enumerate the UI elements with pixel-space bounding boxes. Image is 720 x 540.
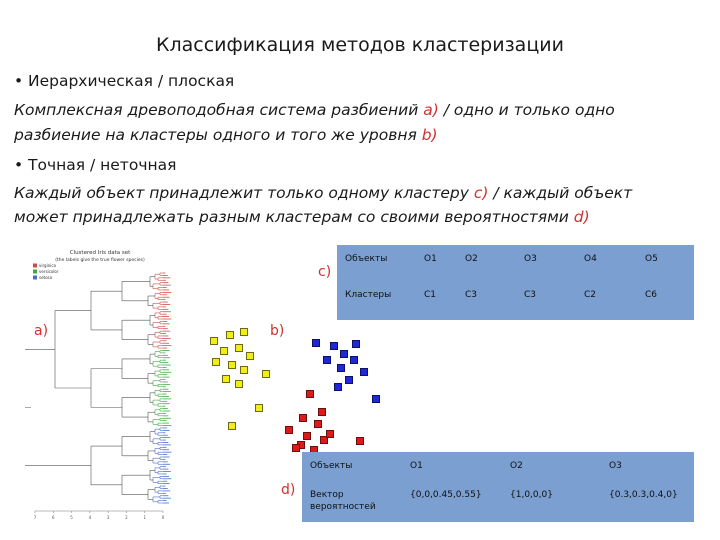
- yellow-point: [262, 370, 270, 378]
- axis-tick-label: 4: [88, 515, 92, 520]
- table-d-header-o3: O3: [609, 461, 622, 471]
- yellow-point: [228, 361, 236, 369]
- table-c-cell: C6: [645, 290, 658, 300]
- yellow-point: [235, 380, 243, 388]
- desc1-line2: разбиение на кластеры одного и того же уровня b): [14, 126, 438, 144]
- label-d: d): [281, 482, 296, 498]
- table-c-header-o4: O4: [584, 254, 597, 264]
- table-c-cell: C1: [424, 290, 437, 300]
- page-title: Классификация методов кластеризации: [156, 34, 564, 56]
- blue-point: [350, 356, 358, 364]
- axis-tick-label: 5: [70, 515, 73, 520]
- axis-tick-label: 1: [143, 515, 146, 520]
- blue-point: [345, 376, 353, 384]
- axis-tick-label: 6: [52, 515, 55, 520]
- axis-tick-label: 3: [106, 515, 110, 520]
- dendrogram-legend: [33, 263, 59, 280]
- dendrogram-figure: [25, 245, 175, 525]
- desc1-line1: Комплексная древоподобная система разбиений a) / одно и только одно: [14, 101, 615, 119]
- legend-label: versicolor: [39, 269, 59, 274]
- table-d-header-objects: Объекты: [310, 461, 353, 471]
- axis-tick-label: 0: [161, 515, 165, 520]
- yellow-point: [212, 358, 220, 366]
- dendrogram-axis: [34, 511, 165, 520]
- label-c: c): [318, 264, 332, 280]
- mark-b: b): [421, 126, 438, 144]
- blue-point: [337, 364, 345, 372]
- mark-c: c): [473, 184, 489, 202]
- table-clusters: [337, 245, 694, 320]
- red-point: [299, 414, 307, 422]
- yellow-point: [240, 366, 248, 374]
- table-c-header-o5: O5: [645, 254, 658, 264]
- red-point: [318, 408, 326, 416]
- blue-point: [352, 340, 360, 348]
- yellow-point: [228, 422, 236, 430]
- table-c-cell: C3: [465, 290, 478, 300]
- legend-label: virginica: [39, 263, 56, 268]
- red-point: [326, 430, 334, 438]
- desc2-line1: Каждый объект принадлежит только одному кластеру c) / каждый объект: [14, 184, 633, 202]
- table-d-cell: {0,0,0.45,0.55}: [410, 490, 482, 500]
- table-c-label-clusters: Кластеры: [345, 290, 392, 300]
- table-c-header-o2: O2: [465, 254, 478, 264]
- table-d-cell: {0.3,0.3,0.4,0}: [609, 490, 678, 500]
- axis-tick-label: 7: [33, 515, 37, 520]
- blue-point: [330, 342, 338, 350]
- table-d-label-vector: Вектор: [310, 490, 344, 500]
- red-point: [292, 444, 300, 452]
- red-point: [356, 437, 364, 445]
- table-c-header-objects: Объекты: [345, 254, 388, 264]
- red-point: [306, 390, 314, 398]
- table-c-cell: C3: [524, 290, 537, 300]
- table-d-header-o2: O2: [510, 461, 523, 471]
- yellow-point: [226, 331, 234, 339]
- axis-tick-label: 2: [125, 515, 128, 520]
- desc2-line2: может принадлежать разным кластерам со своими вероятностями d): [14, 208, 590, 226]
- red-point: [285, 426, 293, 434]
- table-probabilities: [302, 452, 694, 522]
- table-c-header-o3: O3: [524, 254, 537, 264]
- blue-point: [360, 368, 368, 376]
- bullet-icon: •: [14, 72, 24, 90]
- yellow-point: [220, 347, 228, 355]
- legend-swatch: [33, 270, 37, 274]
- table-c-cell: C2: [584, 290, 597, 300]
- red-point: [303, 432, 311, 440]
- yellow-point: [246, 352, 254, 360]
- blue-point: [323, 356, 331, 364]
- dendrogram-tree: [25, 273, 171, 503]
- label-a: a): [34, 323, 49, 339]
- table-d-header-o1: O1: [410, 461, 423, 471]
- dendrogram-title: Clustered Iris data set: [69, 250, 131, 256]
- blue-point: [372, 395, 380, 403]
- bullet-hierarchical: Иерархическая / плоская: [28, 72, 235, 90]
- bullet-icon: •: [14, 156, 24, 174]
- yellow-point: [240, 328, 248, 336]
- label-b: b): [270, 323, 285, 339]
- blue-point: [312, 339, 320, 347]
- table-c-header-o1: O1: [424, 254, 437, 264]
- yellow-point: [235, 344, 243, 352]
- yellow-point: [222, 375, 230, 383]
- mark-d: d): [573, 208, 590, 226]
- legend-label: setosa: [39, 275, 53, 280]
- legend-swatch: [33, 264, 37, 268]
- red-point: [314, 420, 322, 428]
- yellow-point: [210, 337, 218, 345]
- bullet-exact: Точная / неточная: [28, 156, 177, 174]
- blue-point: [340, 350, 348, 358]
- dendrogram-subtitle: (the labels give the true flower species): [55, 258, 145, 263]
- table-d-label-probabilities: вероятностей: [310, 502, 376, 512]
- blue-point: [334, 383, 342, 391]
- legend-swatch: [33, 276, 37, 280]
- table-d-cell: {1,0,0,0}: [510, 490, 553, 500]
- yellow-point: [255, 404, 263, 412]
- mark-a: a): [423, 101, 439, 119]
